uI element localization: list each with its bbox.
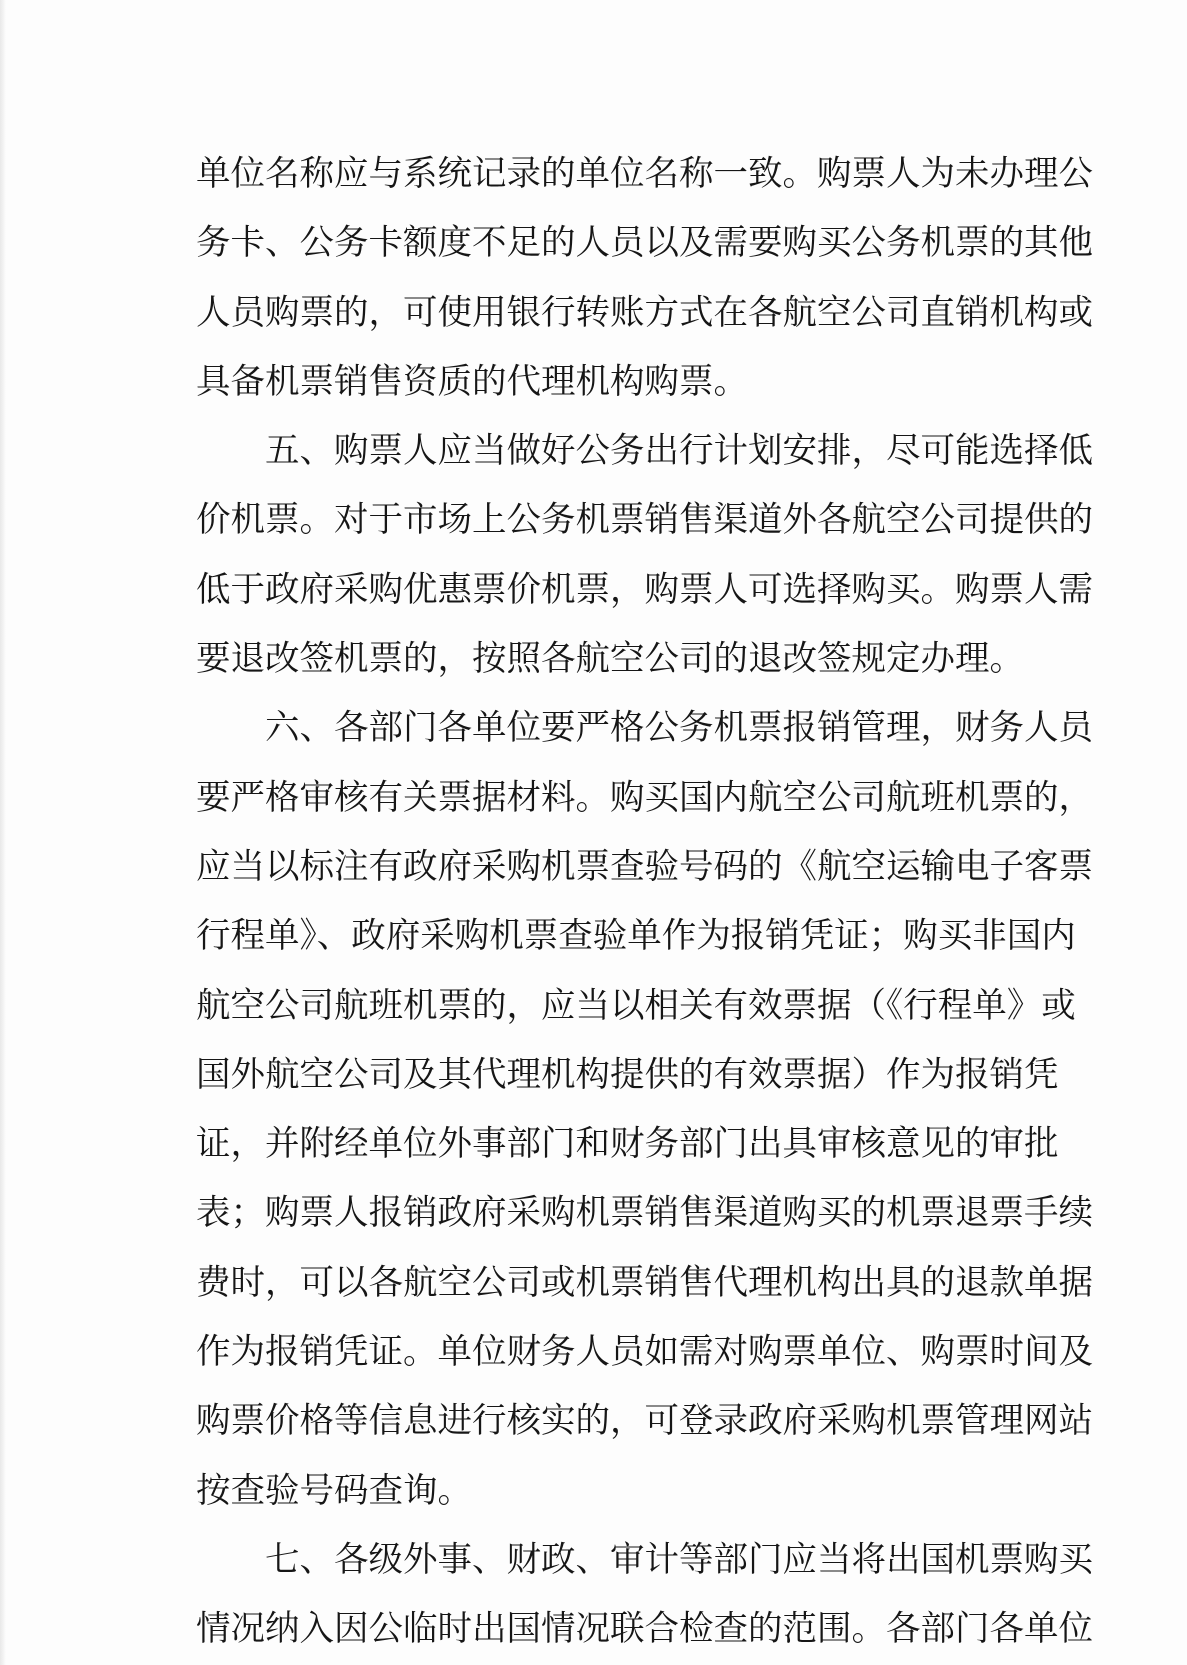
text-line: 务卡、公务卡额度不足的人员以及需要购买公务机票的其他 bbox=[196, 223, 1093, 264]
text-line: 表；购票人报销政府采购机票销售渠道购买的机票退票手续 bbox=[196, 1193, 1093, 1234]
body-text bbox=[196, 140, 1093, 1665]
text-line: 价机票。对于市场上公务机票销售渠道外各航空公司提供的 bbox=[196, 500, 1093, 541]
text-line: 费时，可以各航空公司或机票销售代理机构出具的退款单据 bbox=[196, 1262, 1093, 1303]
text-line: 按查验号码查询。 bbox=[196, 1470, 472, 1511]
text-line: 行程单》、政府采购机票查验单作为报销凭证；购买非国内 bbox=[196, 916, 1076, 957]
text-line: 情况纳入因公临时出国情况联合检查的范围。各部门各单位 bbox=[196, 1609, 1093, 1650]
text-line: 国外航空公司及其代理机构提供的有效票据）作为报销凭 bbox=[196, 1054, 1059, 1095]
paragraph-five-start: 五、购票人应当做好公务出行计划安排，尽可能选择低 bbox=[265, 431, 1093, 472]
text-line: 作为报销凭证。单位财务人员如需对购票单位、购票时间及 bbox=[196, 1332, 1093, 1373]
text-line: 航空公司航班机票的，应当以相关有效票据（《行程单》或 bbox=[196, 985, 1076, 1026]
text-line: 人员购票的，可使用银行转账方式在各航空公司直销机构或 bbox=[196, 292, 1093, 333]
text-line: 要退改签机票的，按照各航空公司的退改签规定办理。 bbox=[196, 639, 1024, 680]
text-line: 要严格审核有关票据材料。购买国内航空公司航班机票的， bbox=[196, 777, 1093, 818]
text-line: 应当以标注有政府采购机票查验号码的《航空运输电子客票 bbox=[196, 846, 1093, 887]
paragraph-seven-start: 七、各级外事、财政、审计等部门应当将出国机票购买 bbox=[265, 1539, 1093, 1580]
scan-edge bbox=[0, 0, 6, 1665]
text-line: 购票价格等信息进行核实的，可登录政府采购机票管理网站 bbox=[196, 1401, 1093, 1442]
text-line: 证，并附经单位外事部门和财务部门出具审核意见的审批 bbox=[196, 1124, 1059, 1165]
paragraph-six-start: 六、各部门各单位要严格公务机票报销管理，财务人员 bbox=[265, 708, 1093, 749]
text-line: 单位名称应与系统记录的单位名称一致。购票人为未办理公 bbox=[196, 154, 1093, 194]
text-line: 具备机票销售资质的代理机构购票。 bbox=[196, 361, 748, 402]
text-line: 低于政府采购优惠票价机票，购票人可选择购买。购票人需 bbox=[196, 569, 1093, 610]
